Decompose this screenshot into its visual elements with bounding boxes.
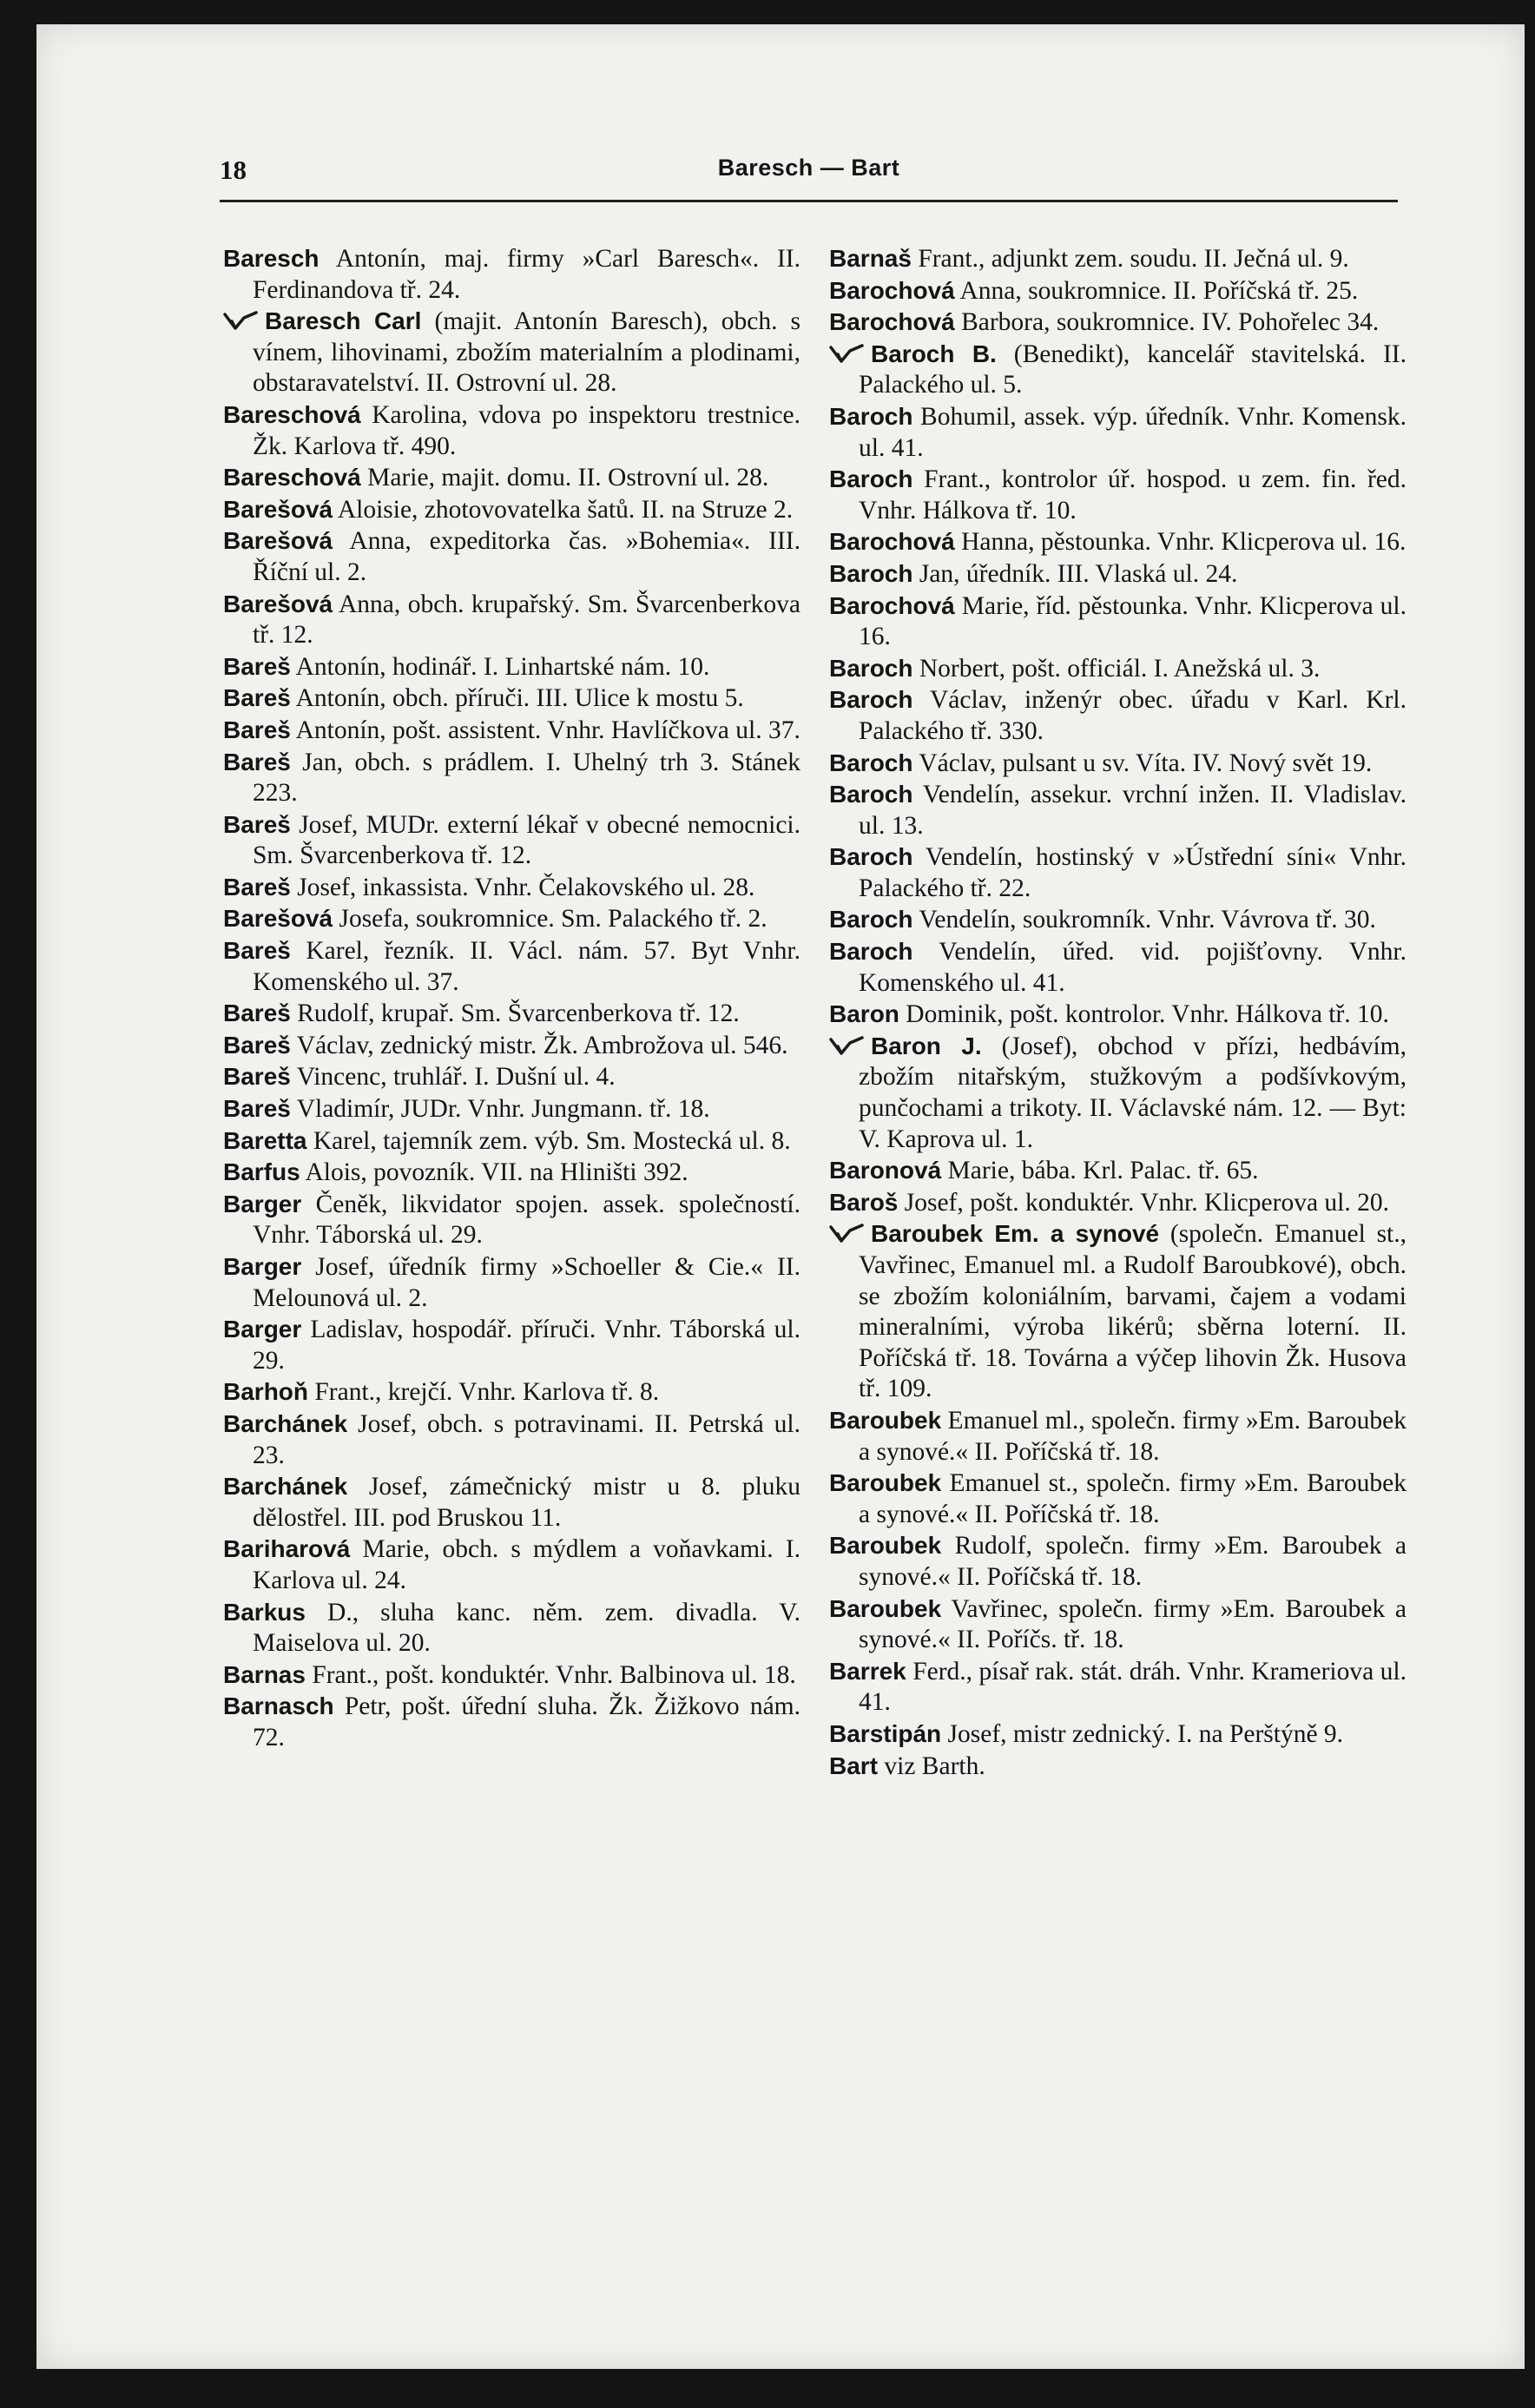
entry-surname: Barstipán [829,1719,942,1747]
entry-details: Marie, majit. domu. II. Ostrovní ul. 28. [367,464,769,492]
entry-surname: Baroš [829,1188,899,1216]
entry-surname: Baroubek [829,1406,942,1434]
directory-entry [223,1376,800,1409]
entry-surname: Bareš [223,937,291,965]
entry-details: Vendelín, assekur. vrchní inžen. II. Vladislav. ul. 13. [859,781,1407,840]
pointing-hand-icon [829,1224,864,1244]
page-number: 18 [220,155,247,185]
pointing-hand-icon [829,1036,864,1057]
directory-entry [223,683,800,715]
entry-details: Karel, tajemník zem. výb. Sm. Mostecká ul. 8. [313,1126,791,1155]
entry-details: Václav, inženýr obec. úřadu v Karl. Krl. Palackého tř. 330. [859,686,1407,745]
directory-entry [223,589,800,651]
entry-surname: Bareš [223,810,291,838]
entry-details: Josefa, soukromnice. Sm. Palackého tř. 2. [339,905,768,934]
entry-details: Vincenc, truhlář. I. Dušní ul. 4. [296,1063,616,1092]
entry-surname: Barchánek [223,1409,348,1437]
directory-entry [829,1187,1407,1219]
entry-surname: Bareš [223,1095,291,1123]
entry-surname: Bareš [223,1031,291,1059]
entry-details: (majit. Antonín Baresch), obch. s vínem, lihovinami, zbožím materialním a plodinami, obstaravatelství. II. Ostrovní ul. 28. [253,307,801,398]
entry-surname: Baroubek Em. a synové [871,1220,1160,1248]
entry-surname: Barochová [829,528,955,556]
entry-details: Emanuel ml., společn. firmy »Em. Baroubek a synové.« II. Poříčská tř. 18. [859,1406,1407,1466]
directory-entry [223,935,800,998]
entry-surname: Bareš [223,873,291,901]
entry-surname: Baroch [829,559,913,587]
entry-surname: Bareš [223,748,291,775]
entry-details: Frant., adjunkt zem. soudu. II. Ječná ul. 9. [918,245,1349,273]
entry-surname: Barger [223,1190,302,1217]
entry-surname: Bariharová [223,1535,351,1563]
directory-entry [223,1061,800,1093]
directory-entry [223,809,800,872]
entry-details: Bohumil, assek. výp. úředník. Vnhr. Komensk. ul. 41. [859,402,1407,462]
entry-details: Antonín, obch. příruči. III. Ulice k mostu 5. [295,684,744,713]
entry-surname: Baretta [223,1126,307,1154]
entry-details: Emanuel st., společn. firmy »Em. Baroubek a synové.« II. Poříčská tř. 18. [859,1469,1407,1528]
entry-details: Jan, úředník. III. Vlaská ul. 24. [919,559,1238,588]
directory-entry [829,779,1407,841]
directory-entry [223,1409,800,1471]
directory-entry [223,462,800,494]
entry-details: Vendelín, hostinský v »Ústřední síni« Vnhr. Palackého tř. 22. [859,843,1407,902]
entry-surname: Barnasch [223,1692,334,1720]
entry-surname: Bareš [223,999,291,1027]
entry-details: Anna, obch. krupařský. Sm. Švarcenberkova tř. 12. [253,590,801,650]
directory-entry [829,526,1407,558]
directory-entry [223,1691,800,1753]
directory-entry [223,243,800,306]
entry-surname: Baroubek [829,1532,942,1560]
directory-entry [223,399,800,462]
entry-details: Marie, bába. Krl. Palac. tř. 65. [947,1157,1259,1185]
directory-entry [829,904,1407,936]
entry-details: Václav, zednický mistr. Žk. Ambrožova ul. 546. [296,1031,788,1059]
entry-surname: Barešová [223,905,333,933]
directory-entry [223,998,800,1030]
entry-details: Antonín, pošt. assistent. Vnhr. Havlíčkova ul. 37. [295,716,800,744]
entry-surname: Bareš [223,684,291,712]
entry-surname: Baroch [829,654,913,682]
entry-surname: Baroch [829,402,913,430]
directory-entry [829,1751,1407,1783]
entry-surname: Barešová [223,495,333,523]
entry-surname: Barrek [829,1657,906,1685]
entry-details: Karolina, vdova po inspektoru trestnice. Žk. Karlova tř. 490. [253,400,801,460]
directory-entry [223,1471,800,1534]
entry-surname: Barger [223,1316,302,1343]
directory-entry [223,525,800,588]
entry-details: Frant., kontrolor úř. hospod. u zem. fin. řed. Vnhr. Hálkova tř. 10. [859,465,1407,524]
entry-surname: Barochová [829,276,955,304]
entry-surname: Bareš [223,652,291,680]
entry-details: Václav, pulsant u sv. Víta. IV. Nový svět 19. [919,749,1373,777]
entry-surname: Barfus [223,1158,300,1186]
directory-entry [223,1659,800,1692]
entry-details: Jan, obch. s prádlem. I. Uhelný trh 3. Stánek 223. [253,748,801,808]
entry-surname: Barnaš [829,245,912,272]
directory-entry [829,936,1407,999]
entry-surname: Baroubek [829,1594,942,1622]
directory-entry [223,1125,800,1158]
entry-surname: Barhoň [223,1378,308,1406]
directory-entry [223,1314,800,1376]
directory-entry [829,1719,1407,1751]
entry-surname: Barešová [223,527,333,555]
directory-entry [223,1157,800,1189]
entry-surname: Baroch [829,781,913,808]
directory-entry [829,307,1407,339]
entry-surname: Baresch [223,245,320,272]
entry-details: Marie, obch. s mýdlem a voňavkami. I. Karlova ul. 24. [253,1535,800,1594]
entry-surname: Baronová [829,1157,942,1184]
entry-details: Vendelín, soukromník. Vnhr. Vávrova tř. 30. [919,906,1376,934]
left-column [223,243,800,1754]
directory-entry [829,243,1407,275]
entry-surname: Barnas [223,1660,306,1688]
directory-entry [223,1534,800,1596]
directory-entry [829,464,1407,526]
entry-surname: Baron J. [871,1032,982,1059]
entry-details: Josef, úředník firmy »Schoeller & Cie.« II. Melounová ul. 2. [253,1253,800,1312]
entry-details: Josef, MUDr. externí lékař v obecné nemocnici. Sm. Švarcenberkova tř. 12. [253,810,801,870]
entry-details: Barbora, soukromnice. IV. Pohořelec 34. [961,308,1380,337]
entry-surname: Bareschová [223,464,361,491]
entry-details: Anna, expeditorka čas. »Bohemia«. III. Říční ul. 2. [253,527,800,586]
entry-surname: Bareš [223,716,291,743]
directory-entry [829,841,1407,904]
entry-details: Ladislav, hospodář. příruči. Vnhr. Táborská ul. 29. [253,1316,801,1375]
right-column [829,243,1407,1782]
directory-entry [829,558,1407,590]
directory-entry [223,1251,800,1314]
pointing-hand-icon [223,311,258,332]
directory-entry [829,275,1407,307]
entry-details: D., sluha kanc. něm. zem. divadla. V. Maiselova ul. 20. [253,1598,801,1658]
directory-entry [829,748,1407,780]
entry-details: Josef, zámečnický mistr u 8. pluku dělostřel. III. pod Bruskou 11. [253,1473,801,1532]
directory-entry [829,1218,1407,1405]
entry-surname: Baroch [829,749,913,776]
entry-details: (Josef), obchod v přízi, hedbávím, zbožím nitařským, stužkovým a podšívkovým, punčochami a trikoty. II. Václavské nám. 12. — Byt: V. Kaprova ul. 1. [859,1032,1407,1153]
entry-details: viz Barth. [884,1752,985,1780]
directory-entry [223,1597,800,1659]
pointing-hand-icon [829,344,864,365]
entry-details: Rudolf, společn. firmy »Em. Baroubek a synové.« II. Poříčská tř. 18. [859,1532,1407,1591]
entry-surname: Bareschová [223,400,361,428]
directory-entry [223,651,800,683]
entry-surname: Baroch [829,938,913,966]
directory-entry [223,1093,800,1125]
directory-entry [829,999,1407,1031]
entry-details: Antonín, hodinář. I. Linhartské nám. 10. [295,652,710,681]
entry-surname: Barger [223,1253,302,1280]
entry-details: Josef, inkassista. Vnhr. Čelakovského ul. 28. [297,873,755,901]
directory-entry [829,1155,1407,1187]
entry-surname: Bareš [223,1063,291,1091]
directory-entry [829,684,1407,747]
entry-surname: Baroubek [829,1469,942,1497]
entry-surname: Baroch B. [871,340,997,367]
page-header [220,155,1398,196]
directory-entry [829,401,1407,464]
entry-details: Vladimír, JUDr. Vnhr. Jungmann. tř. 18. [296,1095,710,1124]
entry-details: Dominik, pošt. kontrolor. Vnhr. Hálkova tř. 10. [906,1000,1389,1029]
directory-entry [829,1656,1407,1719]
directory-entry [223,903,800,935]
directory-entry [829,1468,1407,1530]
entry-surname: Barkus [223,1598,306,1626]
directory-entry [223,715,800,747]
entry-details: Hanna, pěstounka. Vnhr. Klicperova ul. 16. [961,528,1407,557]
entry-details: Alois, povozník. VII. na Hliništi 392. [305,1158,688,1187]
directory-entry [223,494,800,526]
entry-details: Čeněk, likvidator spojen. assek. společností. Vnhr. Táborská ul. 29. [253,1190,801,1250]
entry-surname: Baroch [829,686,913,714]
directory-entry [829,1593,1407,1656]
running-title: Baresch — Bart [717,155,900,181]
entry-surname: Baron [829,1000,899,1028]
entry-details: (Benedikt), kancelář stavitelská. II. Palackého ul. 5. [859,340,1407,399]
directory-entry [829,590,1407,653]
entry-surname: Baroch [829,906,913,934]
directory-entry [223,1189,800,1251]
directory-entry [223,1030,800,1062]
directory-entry [223,306,800,399]
entry-details: Frant., pošt. konduktér. Vnhr. Balbinova ul. 18. [312,1660,796,1689]
entry-surname: Barchánek [223,1473,348,1501]
entry-details: Petr, pošt. úřední sluha. Žk. Žižkovo nám. 72. [253,1692,800,1752]
entry-details: Vavřinec, společn. firmy »Em. Baroubek a synové.« II. Poříčs. tř. 18. [859,1594,1407,1654]
entry-surname: Baroch [829,465,913,493]
entry-surname: Baresch Carl [265,307,422,335]
entry-details: Josef, obch. s potravinami. II. Petrská ul. 23. [253,1409,801,1469]
entry-details: Marie, říd. pěstounka. Vnhr. Klicperova ul. 16. [859,591,1407,651]
entry-surname: Barešová [223,590,333,617]
directory-entry [829,339,1407,401]
entry-details: Anna, soukromnice. II. Poříčská tř. 25. [959,276,1359,305]
entry-details: Norbert, pošt. officiál. I. Anežská ul. 3. [919,654,1321,683]
entry-details: Aloisie, zhotovovatelka šatů. II. na Struze 2. [337,495,794,524]
directory-entry [223,872,800,904]
entry-details: Rudolf, krupař. Sm. Švarcenberkova tř. 12. [297,999,740,1028]
entry-details: Ferd., písař rak. stát. dráh. Vnhr. Krameriova ul. 41. [859,1657,1407,1717]
directory-entry [829,1530,1407,1593]
entry-details: Vendelín, úřed. vid. pojišťovny. Vnhr. Komenského ul. 41. [859,938,1407,997]
directory-entry [829,1405,1407,1468]
directory-entry [223,747,800,809]
entry-details: Josef, mistr zednický. I. na Perštýně 9. [947,1719,1344,1748]
directory-entry [829,1031,1407,1155]
entry-details: Antonín, maj. firmy »Carl Baresch«. II. Ferdinandova tř. 24. [253,245,801,304]
entry-surname: Barochová [829,308,955,336]
entry-surname: Barochová [829,591,955,619]
header-rule [220,200,1398,202]
entry-details: Frant., krejčí. Vnhr. Karlova tř. 8. [314,1378,660,1407]
entry-surname: Baroch [829,843,913,871]
entry-details: Karel, řezník. II. Václ. nám. 57. Byt Vnhr. Komenského ul. 37. [253,937,800,996]
directory-entry [829,653,1407,685]
entry-details: Josef, pošt. konduktér. Vnhr. Klicperova ul. 20. [904,1188,1390,1217]
entry-surname: Bart [829,1752,879,1779]
entry-details: (společn. Emanuel st., Vavřinec, Emanuel ml. a Rudolf Baroubkové), obch. se zbožím koloniálním, barvami, čajem a vodami mineralními, výroba likérů; sběrna loterní. II. Poříčská tř. 18. Továrna a výčep lihovin Žk. Husova tř. 109. [859,1220,1407,1403]
